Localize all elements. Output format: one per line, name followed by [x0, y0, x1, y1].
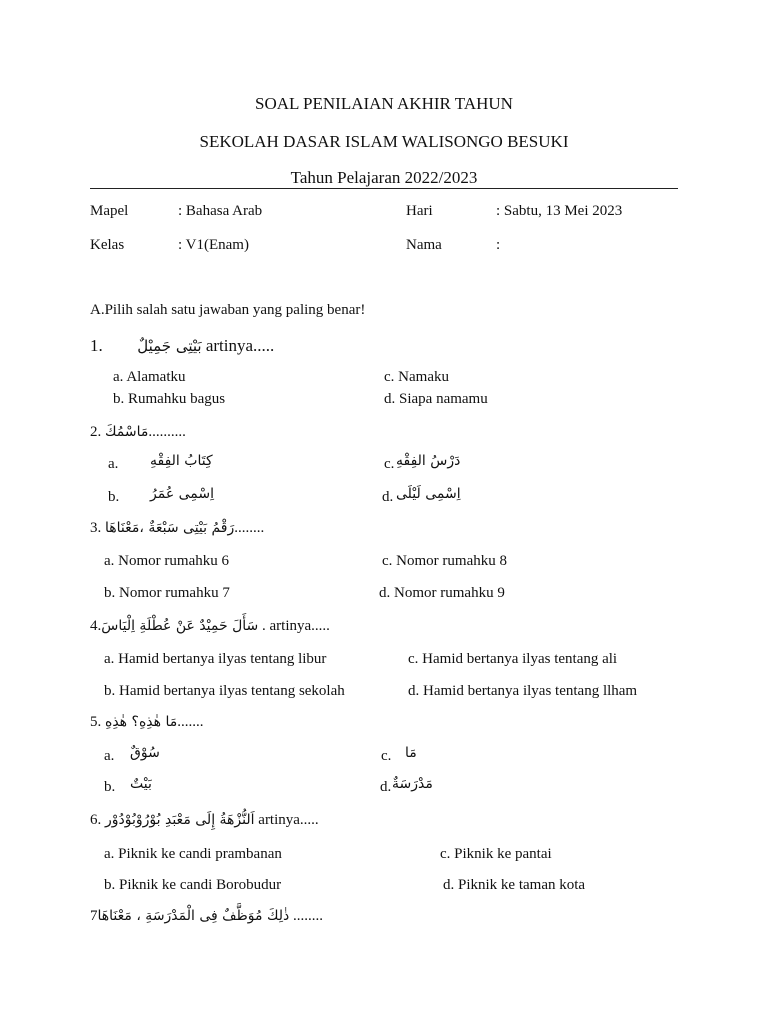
question-arabic: مَا هٰذِهِ؟ هٰذِهِ [105, 714, 178, 730]
option-a-arabic: كِتَابُ الفِقْهِ [150, 453, 213, 469]
option-b-arabic: اِسْمِى عُمَرُ [150, 486, 215, 502]
question-1 [90, 336, 274, 356]
question-number: 1. [90, 336, 103, 355]
option-d-letter: d. [382, 489, 394, 505]
option-a: a. Hamid bertanya ilyas tentang libur [104, 651, 327, 667]
option-a: a. Piknik ke candi prambanan [104, 846, 282, 862]
option-b-letter: b. [104, 779, 116, 795]
header-year: Tahun Pelajaran 2022/2023 [290, 168, 478, 187]
option-a: a. Alamatku [113, 369, 186, 385]
option-a: a. Nomor rumahku 6 [104, 553, 229, 569]
option-c-letter: c. [384, 456, 395, 472]
option-a-letter: a. [108, 456, 119, 472]
option-c: c. Hamid bertanya ilyas tentang ali [408, 651, 618, 667]
question-number: 4. [90, 618, 102, 634]
option-c: c. Nomor rumahku 8 [382, 553, 507, 569]
question-2 [90, 424, 186, 441]
question-number: 3. [90, 520, 102, 536]
option-b-arabic: بَيْتٌ [130, 776, 152, 792]
option-b: b. Piknik ke candi Borobudur [104, 877, 282, 893]
question-arabic: مَاسْمُكَ [105, 424, 149, 440]
question-5 [90, 714, 203, 731]
option-d-letter: d. [380, 779, 392, 795]
option-b-letter: b. [108, 489, 120, 505]
option-d: d. Siapa namamu [384, 391, 488, 407]
option-c-letter: c. [381, 748, 392, 764]
mapel-label: Mapel [90, 203, 129, 219]
question-number: 2. [90, 424, 102, 440]
question-number: 5. [90, 714, 102, 730]
question-6 [90, 812, 319, 829]
option-d-arabic: مَدْرَسَةٌ [392, 776, 433, 792]
question-arabic: سَأَلَ حَمِيْدٌ عَنْ عُطْلَةِ اِلْيَاسَ [101, 618, 259, 634]
hari-value: : Sabtu, 13 Mei 2023 [496, 203, 623, 219]
question-7 [90, 908, 323, 925]
question-tail: . artinya..... [262, 618, 330, 634]
option-c-arabic: دَرْسُ الفِقْهِ [396, 453, 461, 469]
question-tail: ........ [234, 520, 265, 536]
hari-label: Hari [406, 203, 433, 219]
question-number: 6. [90, 812, 102, 828]
option-c-arabic: مَا [405, 745, 417, 761]
option-d: d. Piknik ke taman kota [443, 877, 586, 893]
question-arabic: اَلنُّزْهَةُ إِلَى مَعْبَدِ بُوْرُوْبُوْدُوْر [105, 812, 255, 828]
mapel-value: : Bahasa Arab [178, 203, 263, 219]
option-b: b. Hamid bertanya ilyas tentang sekolah [104, 683, 345, 699]
section-a-instruction: A.Pilih salah satu jawaban yang paling benar! [90, 302, 366, 318]
kelas-label: Kelas [90, 237, 125, 253]
header-title: SOAL PENILAIAN AKHIR TAHUN [255, 94, 513, 113]
question-tail: .......... [148, 424, 186, 440]
question-arabic: ذٰلِكَ مُوَظَّفٌ فِى الْمَدْرَسَةِ ، مَعْنَاهَا [97, 908, 290, 924]
option-b: b. Nomor rumahku 7 [104, 585, 230, 601]
kelas-value: : V1(Enam) [178, 237, 249, 253]
option-d: d. Hamid bertanya ilyas tentang llham [408, 683, 638, 699]
option-c: c. Namaku [384, 369, 449, 385]
question-number: 7 [90, 908, 98, 924]
question-arabic: بَيْتِى جَمِيْلٌ [137, 337, 202, 355]
question-4 [90, 618, 330, 635]
question-3 [90, 520, 264, 537]
option-d: d. Nomor rumahku 9 [379, 585, 505, 601]
option-b: b. Rumahku bagus [113, 391, 226, 407]
question-tail: artinya..... [258, 812, 319, 828]
nama-label: Nama [406, 237, 442, 253]
option-a-letter: a. [104, 748, 115, 764]
question-tail: ........ [293, 908, 324, 924]
option-a-arabic: سُوْقٌ [130, 745, 160, 761]
header-divider [90, 188, 678, 189]
option-d-arabic: اِسْمِى لَيْلَى [396, 486, 461, 502]
question-arabic: رَقْمُ بَيْتِى سَبْعَةٌ ،مَعْنَاهَا [105, 520, 235, 536]
question-tail: ....... [177, 714, 204, 730]
nama-value: : [496, 237, 501, 253]
header-school: SEKOLAH DASAR ISLAM WALISONGO BESUKI [199, 132, 569, 151]
question-tail: artinya..... [205, 336, 275, 355]
option-c: c. Piknik ke pantai [440, 846, 552, 862]
